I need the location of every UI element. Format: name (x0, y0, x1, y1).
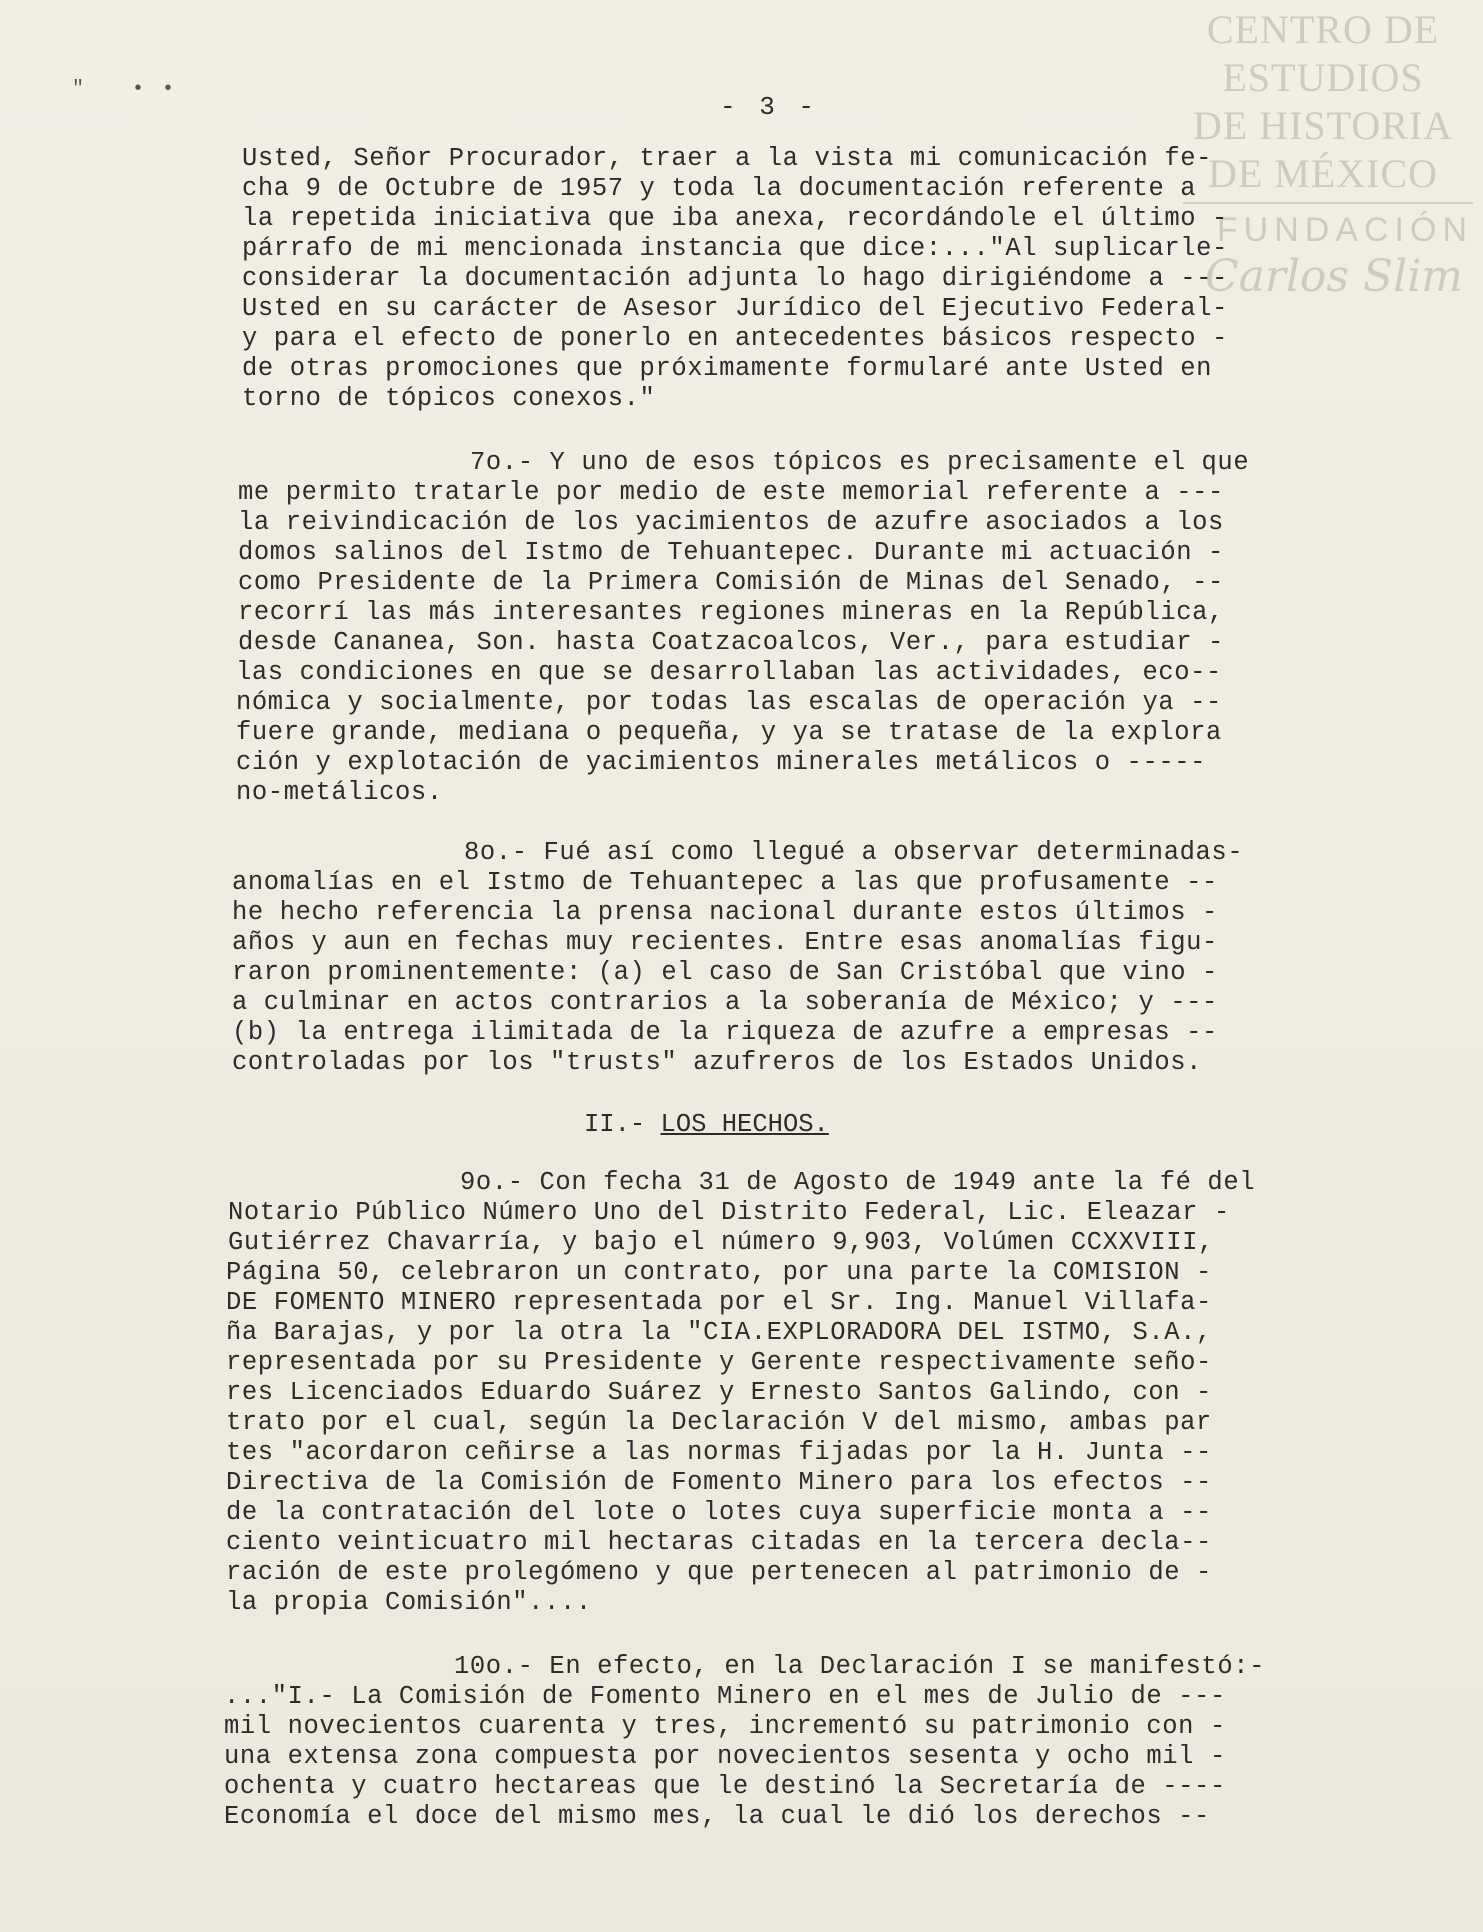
text-line: ochenta y cuatro hectareas que le destinó la Secretaría de ---- (224, 1772, 1226, 1801)
text-line: raron prominentemente: (a) el caso de San Cristóbal que vino - (232, 958, 1218, 987)
text-line: res Licenciados Eduardo Suárez y Ernesto Santos Galindo, con - (226, 1378, 1212, 1407)
text-line: como Presidente de la Primera Comisión de Minas del Senado, -- (238, 568, 1224, 597)
section-heading-number: II.- (584, 1110, 646, 1139)
text-line: Gutiérrez Chavarría, y bajo el número 9,903, Volúmen CCXXVIII, (228, 1228, 1214, 1257)
text-line: controladas por los "trusts" azufreros de los Estados Unidos. (232, 1048, 1203, 1077)
text-line: (b) la entrega ilimitada de la riqueza de azufre a empresas -- (232, 1018, 1218, 1047)
text-line: tes "acordaron ceñirse a las normas fijadas por la H. Junta -- (226, 1438, 1212, 1467)
text-line: de otras promociones que próximamente formularé ante Usted en (242, 354, 1213, 383)
text-line: las condiciones en que se desarrollaban las actividades, eco-- (236, 658, 1222, 687)
text-line: torno de tópicos conexos." (242, 384, 656, 413)
text-line: años y aun en fechas muy recientes. Entre esas anomalías figu- (232, 928, 1218, 957)
text-line: Usted, Señor Procurador, traer a la vista mi comunicación fe- (242, 144, 1213, 173)
text-line: 9o.- Con fecha 31 de Agosto de 1949 ante la fé del (460, 1168, 1256, 1197)
text-line: considerar la documentación adjunta lo hago dirigiéndome a --- (242, 264, 1228, 293)
text-line: la repetida iniciativa que iba anexa, recordándole el último - (242, 204, 1228, 233)
watermark-foundation: FUNDACIÓN (1216, 211, 1473, 249)
text-line: recorrí las más interesantes regiones mineras en la República, (238, 598, 1224, 627)
watermark-line: DE MÉXICO (1207, 151, 1439, 196)
text-line: ración de este prolegómeno y que pertenecen al patrimonio de - (226, 1558, 1212, 1587)
text-line: la propia Comisión".... (226, 1588, 592, 1617)
text-line: párrafo de mi mencionada instancia que dice:..."Al suplicarle- (242, 234, 1228, 263)
text-line: Usted en su carácter de Asesor Jurídico del Ejecutivo Federal- (242, 294, 1228, 323)
watermark-signature: Carlos Slim (1204, 251, 1463, 302)
text-line: me permito tratarle por medio de este memorial referente a --- (238, 478, 1224, 507)
text-line: he hecho referencia la prensa nacional durante estos últimos - (232, 898, 1218, 927)
text-line: Notario Público Número Uno del Distrito Federal, Lic. Eleazar - (228, 1198, 1230, 1227)
text-line: fuere grande, mediana o pequeña, y ya se tratase de la explora (236, 718, 1222, 747)
text-line: representada por su Presidente y Gerente respectivamente seño- (226, 1348, 1212, 1377)
watermark-line: DE HISTORIA (1192, 103, 1454, 148)
text-line: nómica y socialmente, por todas las escalas de operación ya -- (236, 688, 1222, 717)
text-line: no-metálicos. (236, 778, 443, 807)
text-line: cha 9 de Octubre de 1957 y toda la documentación referente a (242, 174, 1197, 203)
corner-marks: " •• (72, 78, 193, 101)
text-line: Página 50, celebraron un contrato, por una parte la COMISION - (226, 1258, 1212, 1287)
text-line: Directiva de la Comisión de Fomento Minero para los efectos -- (226, 1468, 1212, 1497)
section-heading-title: LOS HECHOS. (660, 1110, 829, 1139)
text-line: 10o.- En efecto, en la Declaración I se manifestó:- (454, 1652, 1266, 1681)
text-line: Economía el doce del mismo mes, la cual le dió los derechos -- (224, 1802, 1210, 1831)
watermark-line: CENTRO DE (1206, 7, 1440, 52)
text-line: una extensa zona compuesta por novecientos sesenta y ocho mil - (224, 1742, 1226, 1771)
text-line: 7o.- Y uno de esos tópicos es precisamente el que (470, 448, 1250, 477)
text-line: ción y explotación de yacimientos minerales metálicos o ----- (236, 748, 1207, 777)
text-line: trato por el cual, según la Declaración V del mismo, ambas par (226, 1408, 1212, 1437)
text-line: domos salinos del Istmo de Tehuantepec. Durante mi actuación - (238, 538, 1224, 567)
page-number: - 3 - (720, 92, 819, 122)
text-line: DE FOMENTO MINERO representada por el Sr. Ing. Manuel Villafa- (226, 1288, 1212, 1317)
text-line: ..."I.- La Comisión de Fomento Minero en el mes de Julio de --- (224, 1682, 1226, 1711)
text-line: mil novecientos cuarenta y tres, incrementó su patrimonio con - (224, 1712, 1226, 1741)
text-line: a culminar en actos contrarios a la soberanía de México; y --- (232, 988, 1218, 1017)
text-line: ciento veinticuatro mil hectaras citadas en la tercera decla-- (226, 1528, 1212, 1557)
text-line: anomalías en el Istmo de Tehuantepec a las que profusamente -- (232, 868, 1218, 897)
text-line: la reivindicación de los yacimientos de azufre asociados a los (238, 508, 1224, 537)
text-line: desde Cananea, Son. hasta Coatzacoalcos, Ver., para estudiar - (238, 628, 1224, 657)
text-line: de la contratación del lote o lotes cuya superficie monta a -- (226, 1498, 1212, 1527)
watermark-line: ESTUDIOS (1222, 55, 1424, 100)
text-line: 8o.- Fué así como llegué a observar determinadas- (464, 838, 1244, 867)
text-line: y para el efecto de ponerlo en antecedentes básicos respecto - (242, 324, 1228, 353)
text-line: ña Barajas, y por la otra la "CIA.EXPLORADORA DEL ISTMO, S.A., (226, 1318, 1212, 1347)
section-heading (584, 1110, 829, 1140)
